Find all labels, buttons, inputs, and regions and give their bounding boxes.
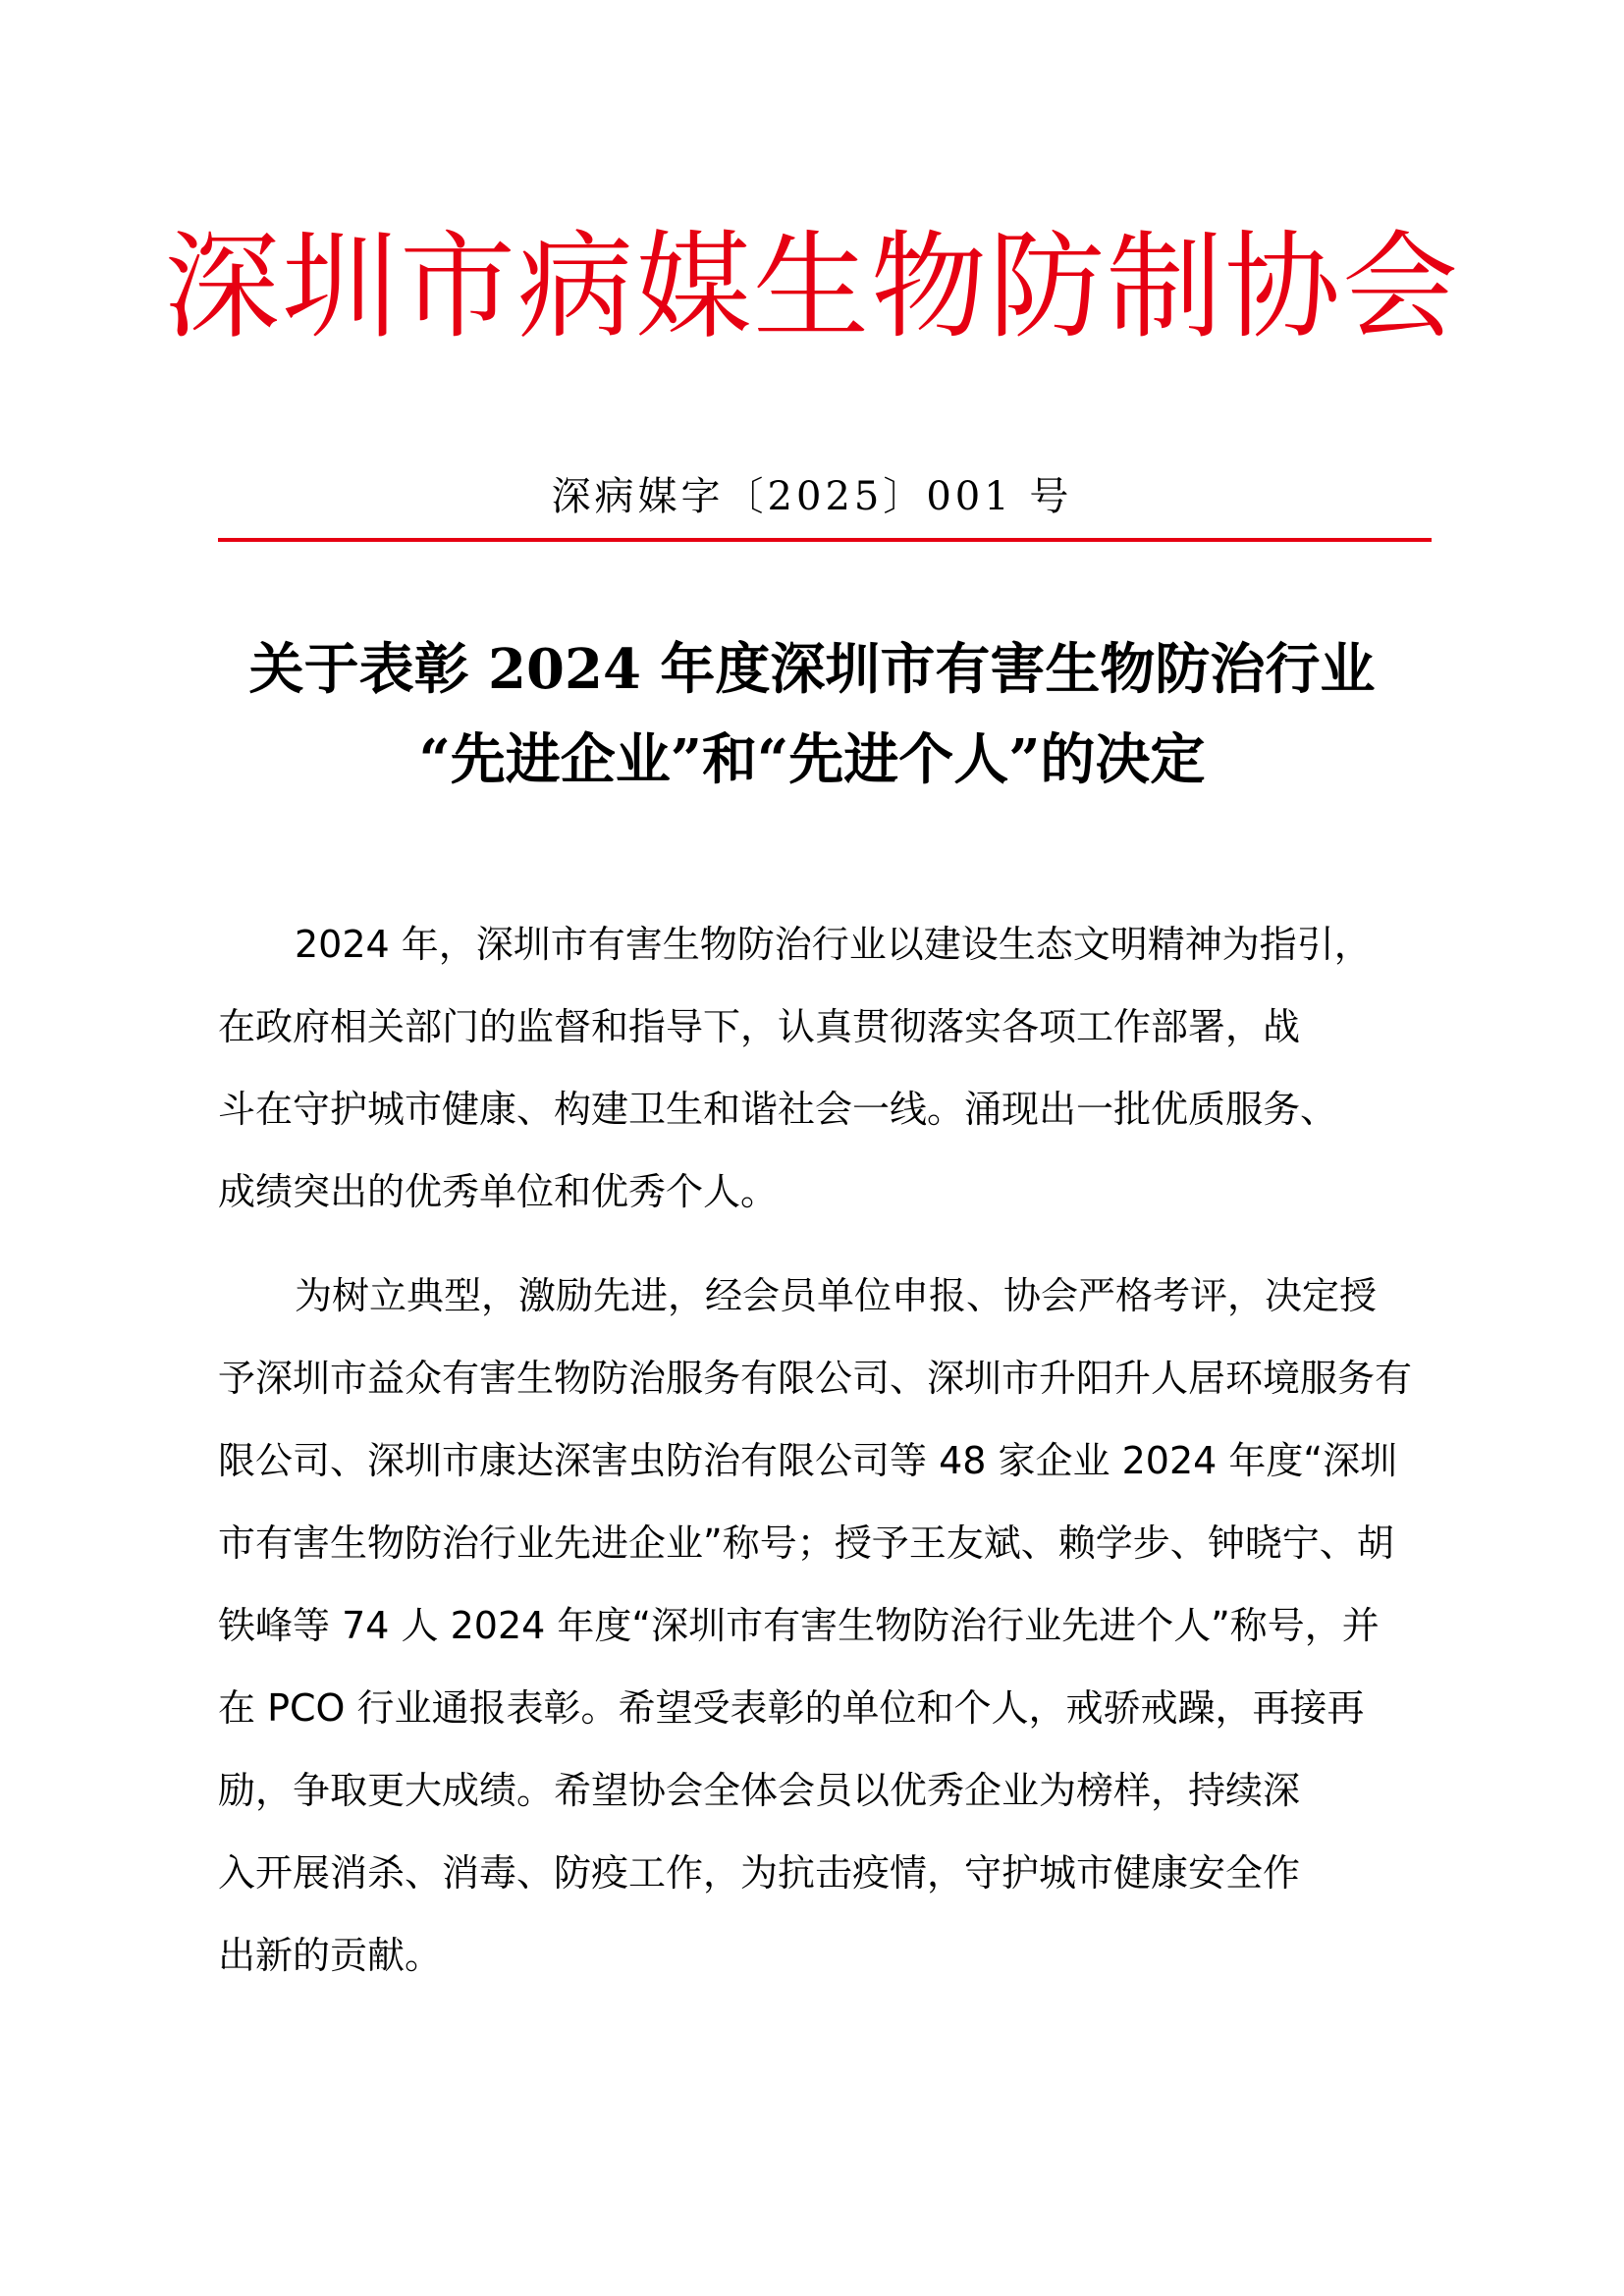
- paragraph-2-line: 铁峰等 74 人 2024 年度“深圳市有害生物防治行业先进个人”称号，并: [218, 1604, 1380, 1647]
- document-title: [147, 624, 1477, 805]
- paragraph-2-line: 为树立典型，激励先进，经会员单位申报、协会严格考评，决定授: [295, 1274, 1378, 1317]
- paragraph-2-line: 出新的贡献。: [218, 1934, 443, 1977]
- paragraph-1-line: 2024 年，深圳市有害生物防治行业以建设生态文明精神为指引，: [295, 923, 1372, 966]
- organization-header: 深圳市病媒生物防制协会: [163, 219, 1460, 354]
- paragraph-2-line: 入开展消杀、消毒、防疫工作，为抗击疫情，守护城市健康安全作: [218, 1851, 1301, 1895]
- paragraph-1-line: 在政府相关部门的监督和指导下，认真贯彻落实各项工作部署，战: [218, 1005, 1301, 1048]
- paragraph-2-line: 励，争取更大成绩。希望协会全体会员以优秀企业为榜样，持续深: [218, 1769, 1301, 1812]
- paragraph-2-line: 在 PCO 行业通报表彰。希望受表彰的单位和个人，戒骄戒躁，再接再: [218, 1686, 1365, 1730]
- red-divider-line: [218, 538, 1432, 542]
- paragraph-2-line: 市有害生物防治行业先进企业”称号；授予王友斌、赖学步、钟晓宁、胡: [218, 1522, 1394, 1565]
- paragraph-1: [218, 903, 1432, 1233]
- title-line-1: 关于表彰 2024 年度深圳市有害生物防治行业: [248, 637, 1376, 702]
- paragraph-2-line: 予深圳市益众有害生物防治服务有限公司、深圳市升阳升人居环境服务有: [218, 1357, 1413, 1400]
- paragraph-gap: [218, 1233, 1432, 1255]
- paragraph-1-line: 成绩突出的优秀单位和优秀个人。: [218, 1170, 779, 1213]
- document-body: [218, 903, 1432, 1997]
- paragraph-2-line: 限公司、深圳市康达深害虫防治有限公司等 48 家企业 2024 年度“深圳: [218, 1439, 1398, 1482]
- paragraph-1-line: 斗在守护城市健康、构建卫生和谐社会一线。涌现出一批优质服务、: [218, 1088, 1338, 1131]
- document-number: 深病媒字〔2025〕001 号: [551, 474, 1073, 519]
- title-line-2: “先进企业”和“先进个人”的决定: [418, 727, 1206, 792]
- paragraph-2: [218, 1255, 1432, 1997]
